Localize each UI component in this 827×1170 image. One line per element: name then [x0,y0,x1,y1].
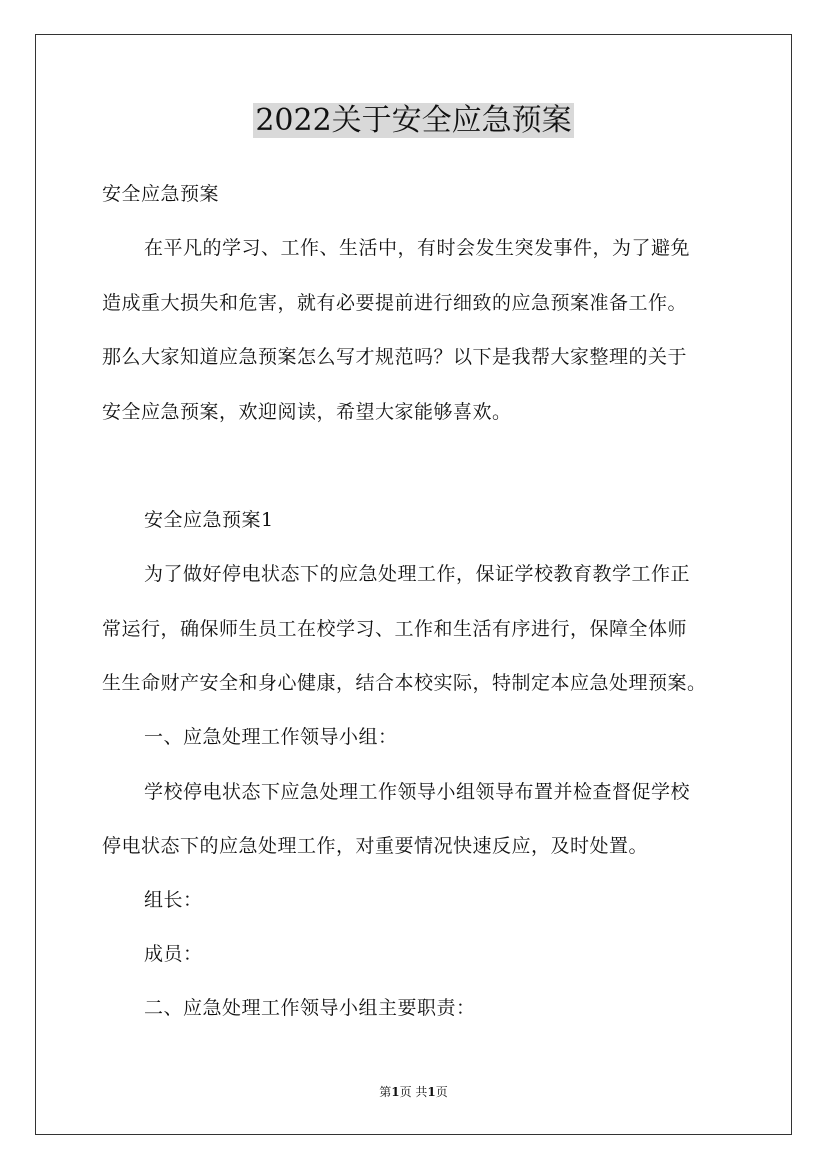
page-footer [0,1082,827,1102]
title-text: 2022关于安全应急预案 [255,103,572,138]
section1-line-2: 常运行，确保师生员工在校学习、工作和生活有序进行，保障全体师 [102,618,688,640]
heading: 安全应急预案 [102,183,220,205]
intro-line-1: 在平凡的学习、工作、生活中，有时会发生突发事件，为了避免 [144,237,691,259]
item1-line-1: 学校停电状态下应急处理工作领导小组领导布置并检查督促学校 [144,781,691,803]
document-title [0,99,827,143]
intro-line-2: 造成重大损失和危害，就有必要提前进行细致的应急预案准备工作。 [102,292,688,314]
item1-line-2: 停电状态下的应急处理工作，对重要情况快速反应，及时处置。 [102,835,649,857]
item2-heading: 二、应急处理工作领导小组主要职责： [144,997,476,1019]
footer-suffix: 页 [435,1085,448,1099]
intro-line-4: 安全应急预案，欢迎阅读，希望大家能够喜欢。 [102,401,512,423]
footer-mid: 页 共 [399,1085,428,1099]
section1-line-1: 为了做好停电状态下的应急处理工作，保证学校教育教学工作正 [144,563,691,585]
leader-label: 组长： [144,889,203,911]
footer-prefix: 第 [379,1085,392,1099]
footer-page-number: 1 [391,1085,400,1099]
intro-line-3: 那么大家知道应急预案怎么写才规范吗？以下是我帮大家整理的关于 [102,346,688,368]
section1-title: 安全应急预案1 [144,509,274,531]
footer-page-total: 1 [427,1085,436,1099]
members-label: 成员： [144,943,203,965]
section1-line-3: 生生命财产安全和身心健康，结合本校实际，特制定本应急处理预案。 [102,672,707,694]
item1-heading: 一、应急处理工作领导小组： [144,726,398,748]
